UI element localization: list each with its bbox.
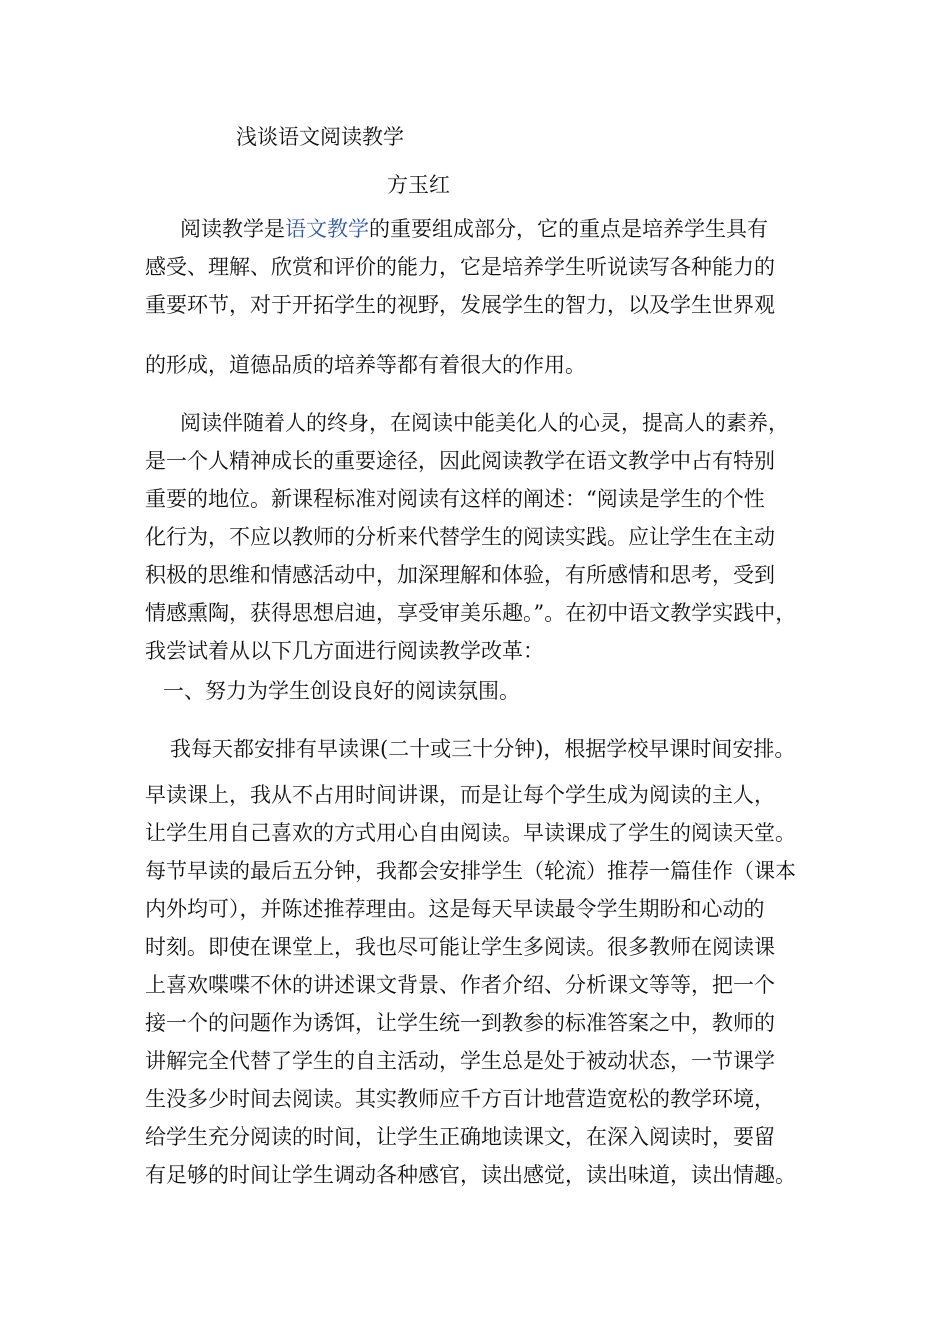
paragraph-3-line-5: 内外均可），并陈述推荐理由。这是每天早读最令学生期盼和心动的 bbox=[145, 897, 765, 921]
paragraph-2-line-4: 化行为，不应以教师的分析来代替学生的阅读实践。应让学生在主动 bbox=[145, 525, 775, 549]
paragraph-3-line-9: 讲解完全代替了学生的自主活动，学生总是处于被动状态，一节课学 bbox=[145, 1049, 775, 1073]
paragraph-3-line-1: 我每天都安排有早读课(二十或三十分钟)，根据学校早课时间安排。 bbox=[170, 737, 796, 761]
paragraph-2-line-7: 我尝试着从以下几方面进行阅读教学改革： bbox=[145, 639, 544, 663]
text-segment: 阅读教学是 bbox=[180, 217, 285, 241]
paragraph-3-line-4: 每节早读的最后五分钟，我都会安排学生（轮流）推荐一篇佳作（课本 bbox=[145, 859, 796, 883]
paragraph-3-line-2: 早读课上，我从不占用时间讲课，而是让每个学生成为阅读的主人， bbox=[145, 783, 775, 807]
paragraph-3-line-10: 生没多少时间去阅读。其实教师应千方百计地营造宽松的教学环境， bbox=[145, 1087, 775, 1111]
paragraph-2-line-2: 是一个人精神成长的重要途径，因此阅读教学在语文教学中占有特别 bbox=[145, 449, 775, 473]
document-author: 方玉红 bbox=[387, 173, 450, 197]
paragraph-1-line-2: 感受、理解、欣赏和评价的能力，它是培养学生听说读写各种能力的 bbox=[145, 255, 775, 279]
paragraph-3-line-11: 给学生充分阅读的时间，让学生正确地读课文，在深入阅读时，要留 bbox=[145, 1125, 775, 1149]
paragraph-3-line-8: 接一个的问题作为诱饵，让学生统一到教参的标准答案之中，教师的 bbox=[145, 1011, 775, 1035]
paragraph-2-line-5: 积极的思维和情感活动中，加深理解和体验，有所感情和思考，受到 bbox=[145, 563, 775, 587]
document-title: 浅谈语文阅读教学 bbox=[236, 125, 404, 149]
paragraph-1-line-1 bbox=[180, 214, 768, 244]
link-yuwen-jiaoxue[interactable]: 语文教学 bbox=[285, 217, 369, 241]
paragraph-3-line-7: 上喜欢喋喋不休的讲述课文背景、作者介绍、分析课文等等，把一个 bbox=[145, 973, 775, 997]
paragraph-3-line-3: 让学生用自己喜欢的方式用心自由阅读。早读课成了学生的阅读天堂。 bbox=[145, 821, 796, 845]
paragraph-3-line-12: 有足够的时间让学生调动各种感官，读出感觉，读出味道，读出情趣。 bbox=[145, 1163, 796, 1187]
paragraph-2-line-3: 重要的地位。新课程标准对阅读有这样的阐述：“阅读是学生的个性 bbox=[145, 487, 765, 511]
paragraph-1-line-3: 重要环节，对于开拓学生的视野，发展学生的智力，以及学生世界观 bbox=[145, 293, 775, 317]
paragraph-2-line-1: 阅读伴随着人的终身，在阅读中能美化人的心灵，提高人的素养， bbox=[180, 411, 789, 435]
paragraph-3-line-6: 时刻。即使在课堂上，我也尽可能让学生多阅读。很多教师在阅读课 bbox=[145, 935, 775, 959]
paragraph-2-line-6: 情感熏陶，获得思想启迪，享受审美乐趣。”。在初中语文教学实践中， bbox=[145, 601, 797, 625]
paragraph-1-line-4: 的形成，道德品质的培养等都有着很大的作用。 bbox=[145, 353, 586, 377]
section-heading-1: 一、努力为学生创设良好的阅读氛围。 bbox=[163, 679, 520, 703]
text-segment: 的重要组成部分，它的重点是培养学生具有 bbox=[369, 217, 768, 241]
